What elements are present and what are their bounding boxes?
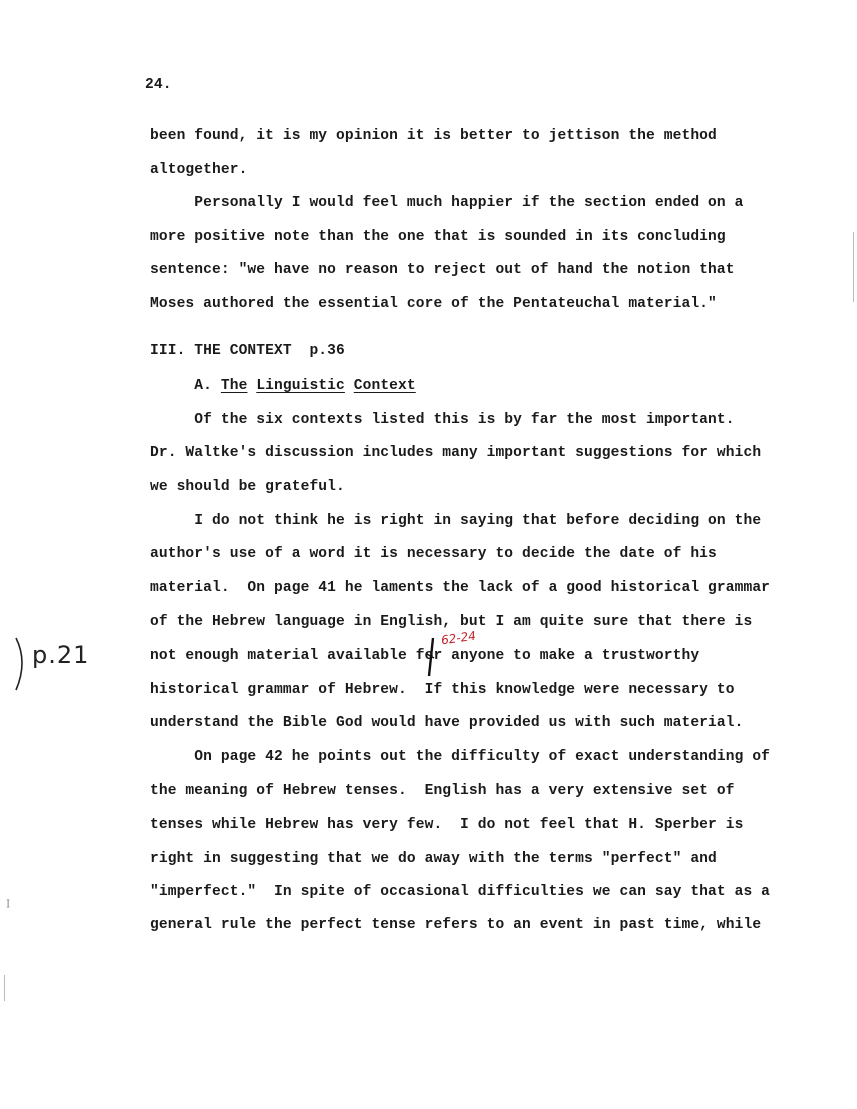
scan-mark <box>853 232 854 302</box>
section-heading: III. THE CONTEXT p.36 <box>150 343 345 359</box>
text-line: Moses authored the essential core of the Pentateuchal material." <box>150 296 717 312</box>
text-line: Of the six contexts listed this is by far the most important. <box>150 412 735 428</box>
text-line: more positive note than the one that is sounded in its concluding <box>150 229 726 245</box>
text-line: been found, it is my opinion it is better to jettison the method <box>150 128 717 144</box>
subsection-prefix: A. <box>150 378 221 394</box>
text-line: I do not think he is right in saying that before deciding on the <box>150 513 762 529</box>
text-line: understand the Bible God would have provided us with such material. <box>150 715 744 731</box>
page-number: 24. <box>145 77 172 93</box>
subsection-heading <box>150 377 416 395</box>
margin-note: p.21 <box>32 641 90 669</box>
text-line: altogether. <box>150 162 248 178</box>
text-line: material. On page 41 he laments the lack of a good historical grammar <box>150 580 771 596</box>
text-line: general rule the perfect tense refers to an event in past time, while <box>150 917 762 933</box>
text-line: On page 42 he points out the difficulty of exact understanding of <box>150 749 771 765</box>
text-line: Personally I would feel much happier if the section ended on a <box>150 195 744 211</box>
text-line: the meaning of Hebrew tenses. English has a very extensive set of <box>150 783 735 799</box>
scan-mark <box>4 975 5 1001</box>
margin-bracket <box>12 634 32 694</box>
text-line: Dr. Waltke's discussion includes many important suggestions for which <box>150 445 762 461</box>
subsection-word: Linguistic <box>256 378 345 394</box>
subsection-word: Context <box>353 378 416 394</box>
text-line: right in suggesting that we do away with the terms "perfect" and <box>150 851 717 867</box>
text-line: historical grammar of Hebrew. If this knowledge were necessary to <box>150 682 735 698</box>
text-line: of the Hebrew language in English, but I am quite sure that there is <box>150 614 753 630</box>
text-line: we should be grateful. <box>150 479 345 495</box>
text-line: "imperfect." In spite of occasional difficulties we can say that as a <box>150 884 771 900</box>
subsection-word: The <box>220 378 248 394</box>
text-line: author's use of a word it is necessary to decide the date of his <box>150 546 717 562</box>
text-line: sentence: "we have no reason to reject out of hand the notion that <box>150 262 735 278</box>
text-line: tenses while Hebrew has very few. I do not feel that H. Sperber is <box>150 817 744 833</box>
scan-mark-glyph: ꟷ <box>0 899 14 908</box>
red-annotation: 62-24 <box>440 628 477 648</box>
insertion-mark <box>424 636 438 680</box>
text-line: not enough material available for anyone to make a trustworthy <box>150 648 700 664</box>
